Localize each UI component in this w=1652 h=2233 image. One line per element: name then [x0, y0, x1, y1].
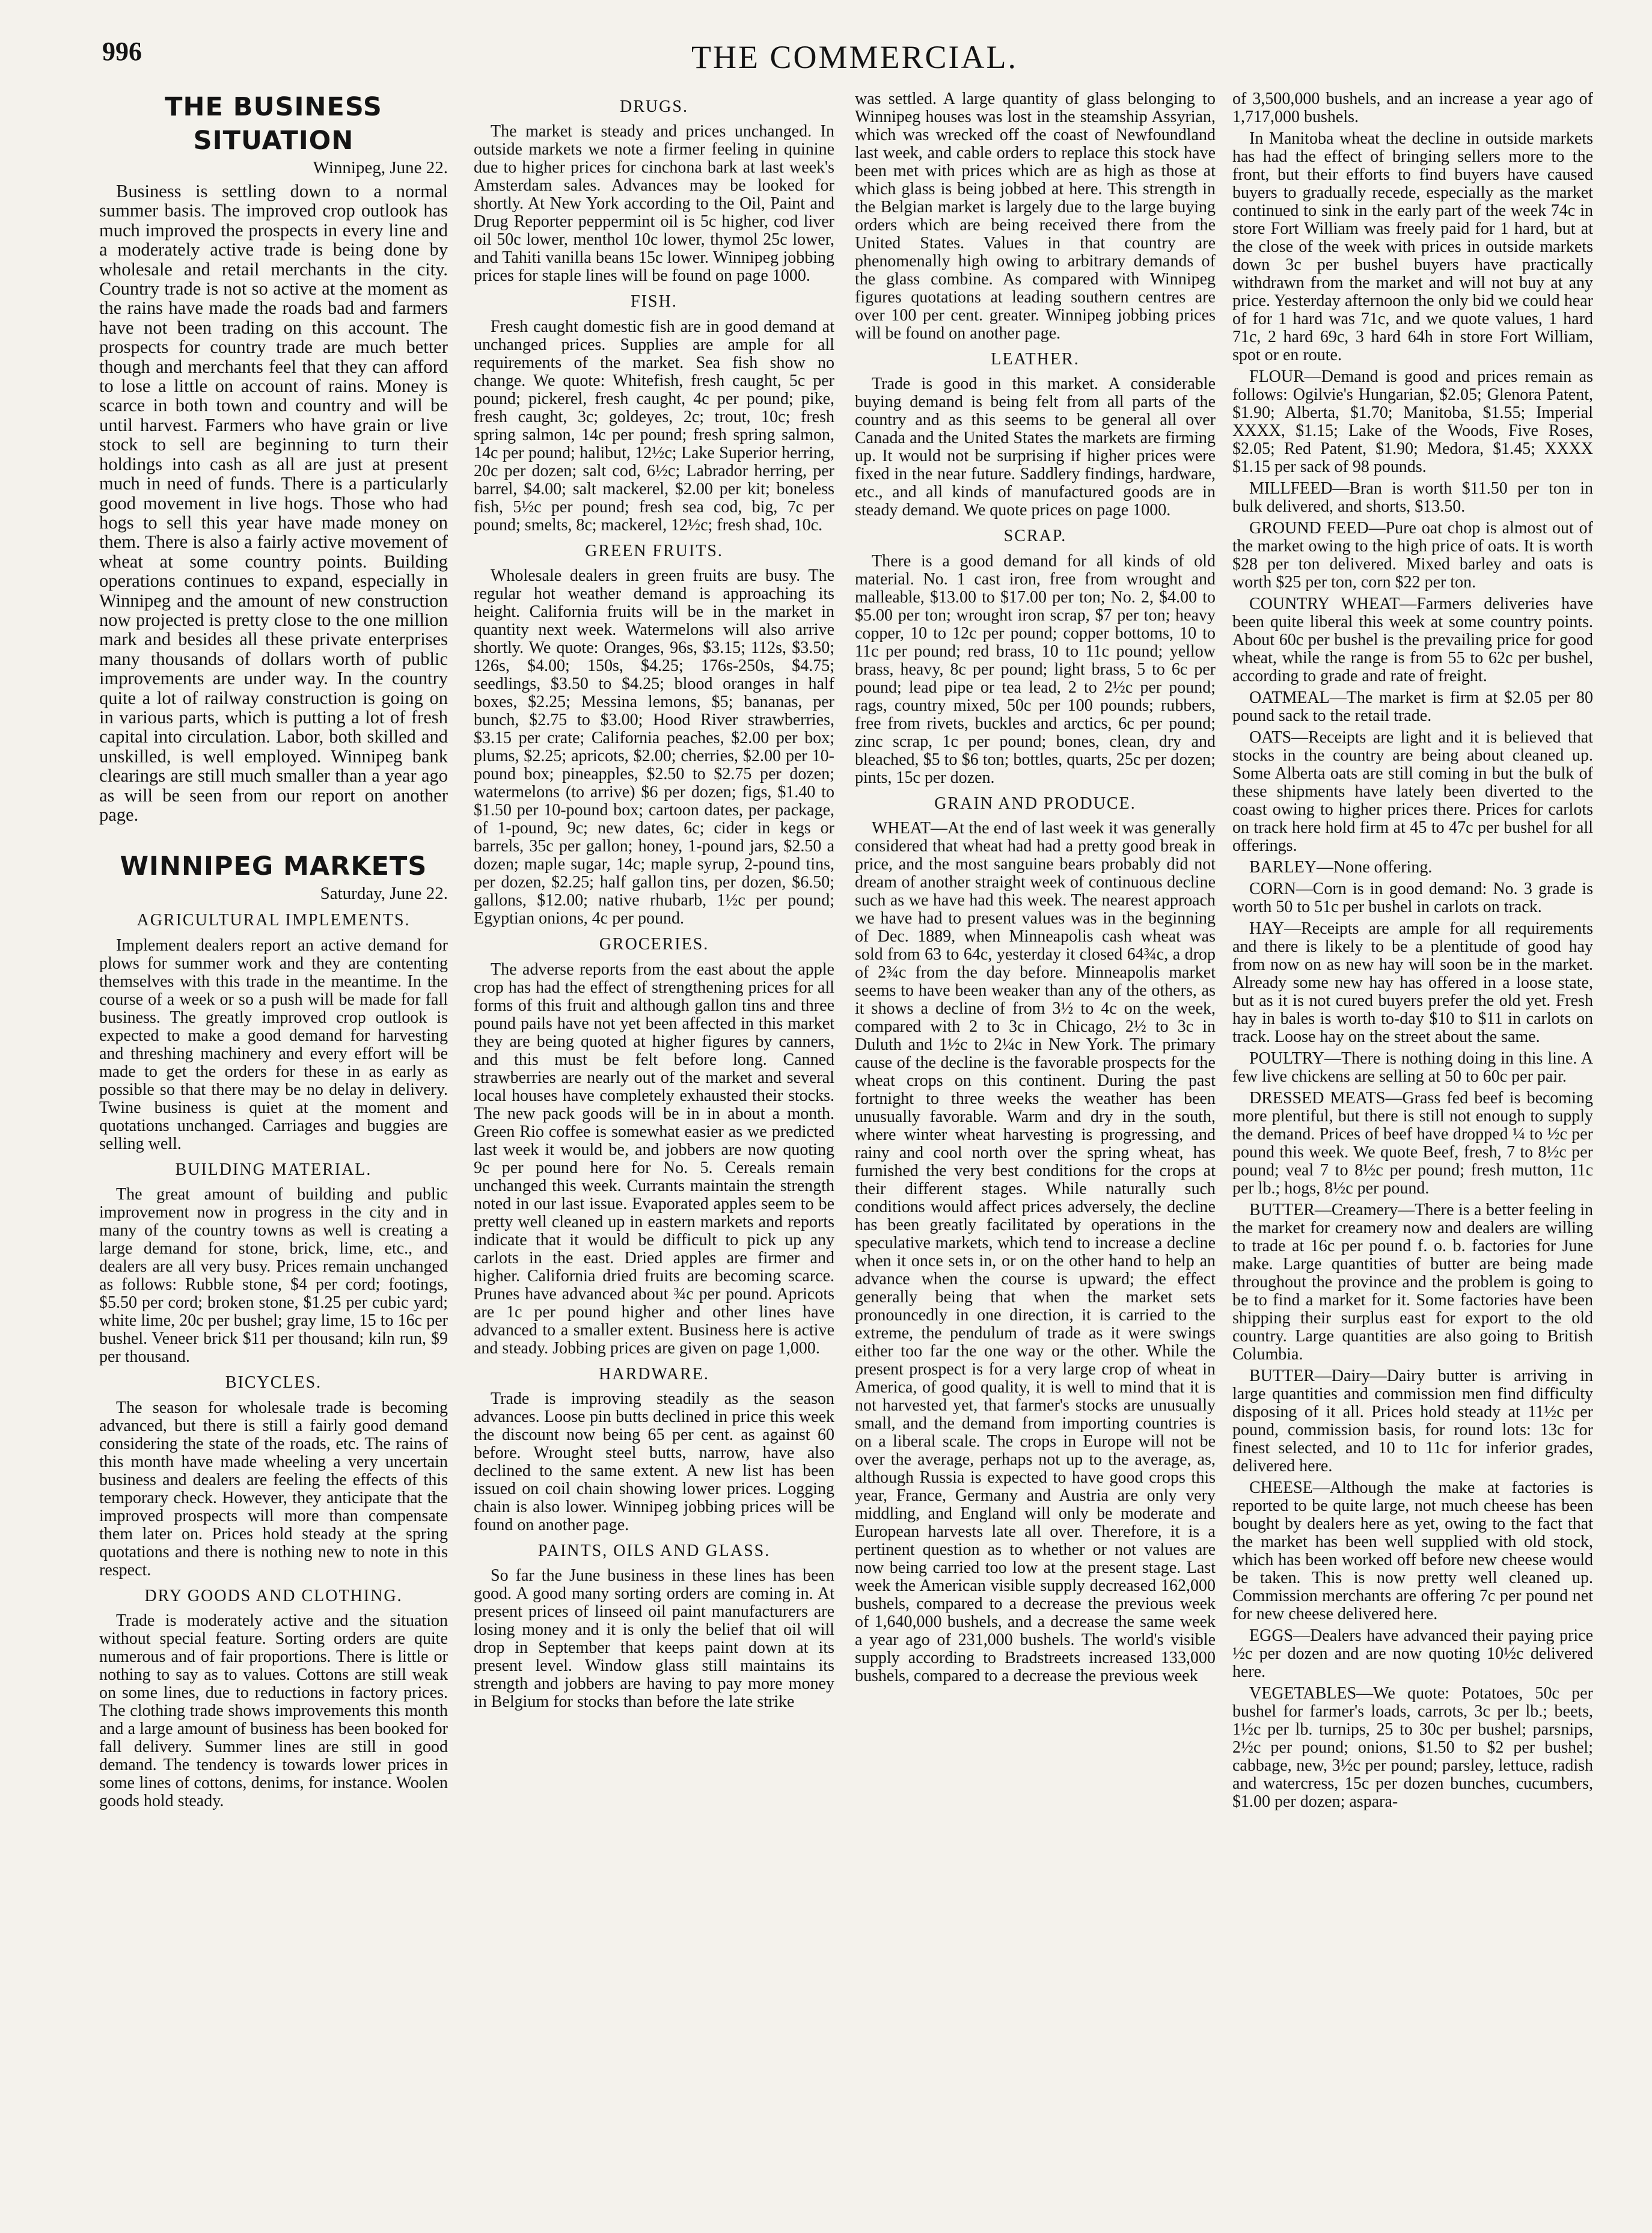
market-paragraph: BUTTER—Dairy—Dairy butter is arriving in large quantities and commission men find difficulty disposing of it all. Prices hold steady at 11½c per pound, commission basis, for round lots: 13c for finest selected, and 10 to 11c for inferior grades, delivered here.	[1232, 1367, 1593, 1475]
section-heading: FISH.	[631, 292, 678, 311]
market-paragraph: CORN—Corn is in good demand: No. 3 grade is worth 50 to 51c per bushel in carlots on track.	[1232, 880, 1593, 916]
section-heading: DRUGS.	[620, 97, 688, 116]
section-heading: GREEN FRUITS.	[585, 541, 723, 560]
business-dateline: Winnipeg, June 22.	[313, 158, 448, 177]
section-heading: SCRAP.	[1003, 527, 1067, 546]
market-paragraph: POULTRY—There is nothing doing in this line. A few live chickens are selling at 50 to 60c per pair.	[1232, 1049, 1593, 1086]
section-heading: BICYCLES.	[225, 1373, 322, 1392]
section-body: Fresh caught domestic fish are in good demand at unchanged prices. Supplies are ample for all requirements of the market. Sea fish show no change. We quote: Whitefish, fresh caught, 5c per pound; pickerel, fresh caught, 4c per pound; pike, fresh caught, 3c; goldeyes, 2c; trout, 10c; fresh spring salmon, 14c per pound; fresh spring salmon, 14c per pound; halibut, 12½c; Lake Superior herring, 20c per dozen; salt cod, 6½c; Labrador herring, per barrel, $4.00; salt mackerel, $2.00 per kit; boneless fish, 5½c per pound; fresh sea cod, big, 7c per pound; smelts, 8c; mackerel, 12½c; fresh shad, 10c.	[474, 317, 834, 535]
winnipeg-markets-heading: WINNIPEG MARKETS	[120, 851, 427, 882]
column-2	[474, 90, 834, 2207]
continued-text: was settled. A large quantity of glass belonging to Winnipeg houses was lost in the steamship Assyrian, which was wrecked off the coast of Newfoundland last week, and cable orders to replace this stock have been met with prices which are as high as those at which glass is being jobbed at here. This strength in the Belgian market is largely due to the large buying orders which are being received there from the United States. Values in that country are phenomenally high owing to arbitrary demands of the glass combine. As compared with Winnipeg figures quotations at leading southern centres are over 100 per cent. greater. Winnipeg jobbing prices will be found on another page.	[855, 90, 1216, 343]
market-paragraph: DRESSED MEATS—Grass fed beef is becoming more plentiful, but there is still not enough to supply the demand. Prices of beef have dropped ¼ to ½c per pound this week. We quote Beef, fresh, 7 to 8½c per pound; veal 7 to 8½c per pound; fresh mutton, 11c per lb.; hogs, 8½c per pound.	[1232, 1089, 1593, 1198]
market-paragraph: COUNTRY WHEAT—Farmers deliveries have been quite liberal this week at some country points. About 60c per bushel is the prevailing price for good wheat, while the range is from 55 to 62c per bushel, according to grade and rate of freight.	[1232, 595, 1593, 685]
section-heading: GROCERIES.	[599, 935, 709, 954]
market-paragraph: In Manitoba wheat the decline in outside markets has had the effect of bringing sellers more to the front, but their efforts to find buyers have caused buyers to gradually recede, especially as the market continued to sink in the early part of the week 74c in store Fort William was freely paid for 1 hard, but at the close of the week with prices in outside markets down 3c per bushel buyers have practically withdrawn from the market and will not buy at any price. Yesterday afternoon the only bid we could hear of for 1 hard was 71c, and we quote values, 1 hard 71c, 2 hard 69c, 3 hard 64h in store Fort William, spot or en route.	[1232, 129, 1593, 364]
section-body: Wholesale dealers in green fruits are busy. The regular hot weather demand is approaching its height. California fruits will be in the market in quantity next week. Watermelons will also arrive shortly. We quote: Oranges, 96s, $3.15; 112s, $3.50; 126s, $4.00; 150s, $4.25; 176s-250s, $4.75; seedlings, $3.50 to $4.25; blood oranges in half boxes, $2.25; Messina lemons, $5; bananas, per bunch, $2.75 to $3.00; Hood River strawberries, $3.15 per crate; California peaches, $2.00 per box; plums, $2.25; apricots, $2.00; cherries, $2.00 per 10-pound box; pineapples, $2.50 to $2.75 per dozen; watermelons (to arrive) $6 per dozen; figs, $1.40 to $1.50 per 10-pound box; cartoon dates, per package, of 1-pound, 9c; new dates, 6c; cider in kegs or barrels, 35c per gallon; honey, 1-pound jars, $2.50 a dozen; maple sugar, 14c; maple syrup, 2-pound tins, per dozen, $2.25; half gallon tins, per dozen, $6.50; gallons, $12.00; native rhubarb, 1½c per pound; Egyptian onions, 4c per pound.	[474, 566, 834, 928]
section-heading: GRAIN AND PRODUCE.	[934, 794, 1136, 813]
market-paragraph: FLOUR—Demand is good and prices remain as follows: Ogilvie's Hungarian, $2.05; Glenora Patent, $1.90; Alberta, $1.70; Manitoba, $1.55; Imperial XXXX, $1.15; Lake of the Woods, Five Roses, $2.05; Red Patent, $1.90; Medora, $1.45; XXXX $1.15 per sack of 98 pounds.	[1232, 367, 1593, 476]
section-heading: AGRICULTURAL IMPLEMENTS.	[136, 911, 411, 930]
market-paragraph: GROUND FEED—Pure oat chop is almost out of the market owing to the high price of oats. It is worth $28 per ton delivered. Mixed barley and oats is worth $25 per ton, corn $22 per ton.	[1232, 519, 1593, 592]
section-heading: DRY GOODS AND CLOTHING.	[144, 1586, 403, 1605]
section-body: Implement dealers report an active demand for plows for summer work and they are contenting themselves with this trade in the meantime. In the course of a week or so a push will be made for fall business. The greatly improved crop outlook is expected to make a good demand for harvesting and threshing machinery and every effort will be made to get the orders for these in as early as possible so that there may be no delay in delivery. Twine business is quiet at the moment and quotations unchanged. Carriages and buggies are selling well.	[99, 936, 448, 1153]
market-paragraph: OATS—Receipts are light and it is believed that stocks in the country are being about cleaned up. Some Alberta oats are still coming in but the bulk of these shipments have lately been diverted to the coast owing to higher prices there. Prices for carlots on track here hold firm at 45 to 47c per bushel for all offerings.	[1232, 728, 1593, 855]
section-body: The market is steady and prices unchanged. In outside markets we note a firmer feeling in quinine due to higher prices for cinchona bark at last week's Amsterdam sales. Advances may be looked for shortly. At New York according to the Oil, Paint and Drug Reporter peppermint oil is 5c higher, cod liver oil 50c lower, menthol 10c lower, thymol 25c lower, and Tahiti vanilla beans 15c lower. Winnipeg jobbing prices for staple lines will be found on page 1000.	[474, 122, 834, 286]
market-paragraph: HAY—Receipts are ample for all requirements and there is likely to be a plentitude of good hay from now on as new hay will soon be in the market. Already some new hay has offered in a loose state, but as it is not cured buyers prefer the old yet. Fresh hay in bales is worth to-day $10 to $11 in carlots on track. Loose hay on the street about the same.	[1232, 919, 1593, 1046]
business-situation-heading: THE BUSINESS SITUATION	[165, 92, 382, 156]
business-body: Business is settling down to a normal summer basis. The improved crop outlook has much improved the prospects in every line and a moderately active trade is being done by wholesale and retail merchants in the city. Country trade is not so active at the moment as the rains have made the roads bad and farmers have not been trading on this account. The prospects for country trade are much better though and merchants feel that they can afford to lose a little on account of rains. Money is scarce in both town and country and will be until harvest. Farmers who have grain or live stock to sell are beginning to turn their holdings into cash as all are just at present much in need of funds. There is a particularly good movement in live hogs. Those who had hogs to sell this year have made money on them. There is also a fairly active movement of wheat at some country points. Building operations continues to expand, especially in Winnipeg and the amount of new construction now projected is pretty close to the one million mark and besides all these private enterprises many thousands of dollars worth of public improvements are under way. In the country quite a lot of railway construction is going on in various parts, which is putting a lot of fresh capital into circulation. Labor, both skilled and unskilled, is well employed. Winnipeg bank clearings are still much smaller than a year ago as will be seen from our report on another page.	[99, 181, 448, 825]
masthead	[102, 18, 1652, 84]
section-body: Trade is moderately active and the situation without special feature. Sorting orders are quite numerous and of fair proportions. There is little or nothing to say as to values. Cottons are still weak on some lines, due to reductions in factory prices. The clothing trade shows improvements this month and a large amount of business has been booked for fall delivery. Summer lines are still in good demand. The tendency is towards lower prices in some lines of cottons, denims, for instance. Woolen goods hold steady.	[99, 1611, 448, 1811]
section-heading: BUILDING MATERIAL.	[175, 1160, 372, 1179]
section-heading: LEATHER.	[991, 350, 1080, 369]
continued-text: of 3,500,000 bushels, and an increase a year ago of 1,717,000 bushels.	[1232, 90, 1593, 126]
section-body: The adverse reports from the east about the apple crop has had the effect of strengthening prices for all forms of this fruit and although gallon tins and three pound pails have not yet been affected in this market they are being quoted at higher figures by canners, and this must be felt before long. Canned strawberries are nearly out of the market and several local houses have completely exhausted their stocks. The new pack goods will be in in about a month. Green Rio coffee is somewhat easier as we predicted last week it would be, and jobbers are now quoting 9c per pound here for No. 5. Cereals remain unchanged this week. Currants maintain the strength noted in our last issue. Evaporated apples seem to be pretty well cleaned up in eastern markets and reports indicate that it would be difficult to pick up any carlots in the east. Dried apples are firmer and higher. California dried fruits are becoming scarce. Prunes have advanced about ¾c per pound. Apricots are 1c per pound higher and other lines have advanced to a smaller extent. Business here is active and steady. Jobbing prices are given on page 1,000.	[474, 960, 834, 1358]
section-body: The season for wholesale trade is becoming advanced, but there is still a fairly good demand considering the state of the roads, etc. The rains of this month have made wheeling a very uncertain business and dealers are feeling the effects of this temporary check. However, they anticipate that the improved prospects will more than compensate them later on. Prices hold steady at the spring quotations and there is nothing new to note in this respect.	[99, 1398, 448, 1579]
column-3	[855, 90, 1216, 2207]
section-body: So far the June business in these lines has been good. A good many sorting orders are coming in. At present prices of linseed oil paint manufacturers are losing money and it is only the belief that oil will drop in September that keeps paint down at its present level. Window glass still maintains its strength and jobbers are having to pay more money in Belgium for stocks than before the late strike	[474, 1566, 834, 1712]
market-paragraph: MILLFEED—Bran is worth $11.50 per ton in bulk delivered, and shorts, $13.50.	[1232, 479, 1593, 516]
section-body: Trade is good in this market. A considerable buying demand is being felt from all parts of the country and as this seems to be general all over Canada and the United States the markets are firming up. It would not be surprising if higher prices were fixed in the near future. Saddlery findings, hardware, etc., and all kinds of manufactured goods are in steady demand. We quote prices on page 1000.	[855, 375, 1216, 520]
section-heading: HARDWARE.	[599, 1364, 709, 1383]
section-body: Trade is improving steadily as the season advances. Loose pin butts declined in price this week the discount now being 65 per cent. as against 60 before. Wrought steel butts, narrow, have also declined to the same extent. A new list has been issued on coil chain showing lower prices. Logging chain is also lower. Winnipeg jobbing prices will be found on another page.	[474, 1389, 834, 1535]
market-paragraph: VEGETABLES—We quote: Potatoes, 50c per bushel for farmer's loads, carrots, 3c per lb.; beets, 1½c per lb. turnips, 25 to 30c per bushel; parsnips, 2½c per pound; onions, $1.50 to $2 per bushel; cabbage, new, 3½c per pound; parsley, lettuce, radish and watercress, 15c per dozen bunches, cucumbers, $1.00 per dozen; aspara-	[1232, 1684, 1593, 1811]
journal-title: THE COMMERCIAL.	[691, 39, 1018, 75]
market-paragraph: CHEESE—Although the make at factories is reported to be quite large, not much cheese has been bought by dealers here as yet, owing to the fact that the market has been well supplied with old stock, which has been worked off before new cheese would be taken. This is now pretty well cleaned up. Commission merchants are offering 7c per pound net for new cheese delivered here.	[1232, 1478, 1593, 1623]
market-paragraph: OATMEAL—The market is firm at $2.05 per 80 pound sack to the retail trade.	[1232, 688, 1593, 725]
market-paragraph: EGGS—Dealers have advanced their paying price ½c per dozen and are now quoting 10½c delivered here.	[1232, 1626, 1593, 1681]
section-body: WHEAT—At the end of last week it was generally considered that wheat had had a pretty good break in price, and the most sanguine bears probably did not dream of another straight week of continuous decline such as we have had this week. The nearest approach we have had to present values was in the beginning of Dec. 1889, when Minneapolis cash wheat was sold from 63 to 64c, yesterday it closed 64¾c, a drop of 2¾c from the day before. Minneapolis market seems to have been weaker than any of the others, as it shows a decline of from 3½ to 4c on the week, compared with 2 to 3c in Chicago, 2½ to 3c in Duluth and 1½c to 2¼c in New York. The primary cause of the decline is the favorable prospects for the wheat crops on this continent. During the past fortnight to three weeks the weather has been unusually favorable. Warm and dry in the south, where winter wheat harvesting is progressing, and rainy and cool north over the spring wheat, has furnished the very best conditions for the crops at their different stages. While naturally such conditions would affect prices adversely, the decline has been greatly facilitated by operations in the speculative markets, which tend to increase a decline when it once sets in, or on the other hand to help an advance when the course is upward; the effect generally being that when the market sets pronouncedly in one direction, it is carried to the extreme, the pendulum of trade as it were swings either too far the one way or the other. While the present prospect is for a very large crop of wheat in America, of good quality, it is well to mind that it is not harvested yet, that farmer's stocks are unusually small, and the demand from importing countries is on a liberal scale. The crops in Europe will not be over the average, perhaps not up to the average, as, although Russia is expected to have good crops this year, France, Germany and Austria are only very middling, and England will only be moderate and European harvests late all over. Therefore, it is a pertinent question as to whether or not values are now being carried too low at the present stage. Last week the American visible supply decreased 162,000 bushels, compared to a decrease the previous week of 1,640,000 bushels, and a decrease the same week a year ago of 231,000 bushels. The world's visible supply according to Bradstreets increased 133,000 bushels, compared to a decrease the previous week	[855, 819, 1216, 1686]
market-paragraph: BARLEY—None offering.	[1249, 858, 1433, 877]
column-1	[99, 90, 448, 2207]
page-number: 996	[102, 37, 142, 66]
markets-dateline: Saturday, June 22.	[320, 884, 448, 904]
column-4	[1232, 90, 1593, 2207]
market-paragraph: BUTTER—Creamery—There is a better feeling in the market for creamery now and dealers are willing to trade at 16c per pound f. o. b. factories for June make. Large quantities of butter are being made throughout the province and the problem is going to be to find a market for it. Some factories have been shipping their surplus east for export to the old country. Large quantities are also going to British Columbia.	[1232, 1201, 1593, 1364]
section-body: There is a good demand for all kinds of old material. No. 1 cast iron, free from wrought and malleable, $13.00 to $17.00 per ton; No. 2, $4.00 to $5.00 per ton; wrought iron scrap, $7 per ton; heavy copper, 10 to 12c per pound; copper bottoms, 10 to 11c per pound; red brass, 10 to 11c pound; yellow brass, heavy, 8c per pound; light brass, 5 to 6c per pound; lead pipe or tea lead, 2 to 2½c per pound; rags, country mixed, 50c per 100 pounds; rubbers, free from rivets, buckles and arctics, 6c per pound; zinc scrap, 1c per pound; bones, clean, dry and bleached, $5 to $6 ton; bottles, quarts, 25c per dozen; pints, 15c per dozen.	[855, 551, 1216, 787]
section-heading: PAINTS, OILS AND GLASS.	[537, 1542, 771, 1561]
section-body: The great amount of building and public improvement now in progress in the city and in many of the country towns as well is creating a large demand for stone, brick, lime, etc., and dealers are all very busy. Prices remain unchanged as follows: Rubble stone, $4 per cord; footings, $5.50 per cord; broken stone, $1.25 per cubic yard; white lime, 20c per bushel; gray lime, 15 to 16c per bushel. Veneer brick $11 per thousand; kiln run, $9 per thousand.	[99, 1185, 448, 1367]
